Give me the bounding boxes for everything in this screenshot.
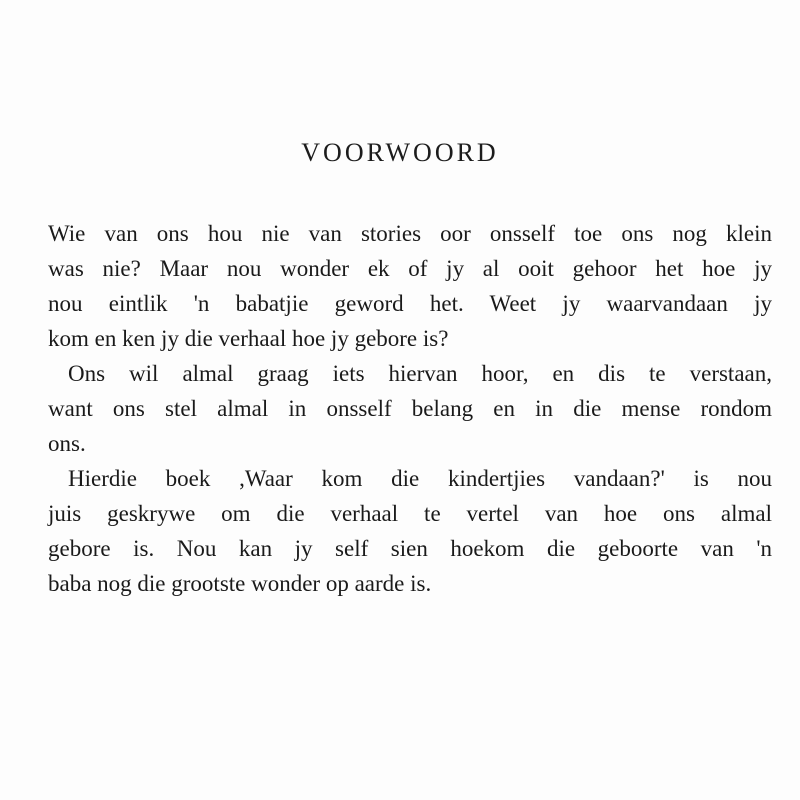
text-line: ons.	[48, 431, 86, 456]
text-line: was nie? Maar nou wonder ek of jy al ooit gehoor het hoe jy	[48, 256, 772, 281]
text-line: gebore is. Nou kan jy self sien hoekom die geboorte van 'n	[48, 536, 772, 561]
text-line: baba nog die grootste wonder op aarde is.	[48, 571, 432, 596]
paragraph-1	[48, 216, 772, 356]
paragraph-3	[48, 461, 772, 601]
paragraph-2	[48, 356, 772, 461]
foreword-text	[48, 216, 772, 601]
text-line: nou eintlik 'n babatjie geword het. Weet jy waarvandaan jy	[48, 291, 772, 316]
text-line: Wie van ons hou nie van stories oor onsself toe ons nog klein	[48, 221, 772, 246]
page-title: VOORWOORD	[301, 138, 499, 167]
text-line: Hierdie boek ,Waar kom die kindertjies vandaan?' is nou	[68, 466, 772, 491]
text-line: want ons stel almal in onsself belang en in die mense rondom	[48, 396, 772, 421]
text-line: kom en ken jy die verhaal hoe jy gebore is?	[48, 326, 449, 351]
text-line: juis geskrywe om die verhaal te vertel van hoe ons almal	[48, 501, 772, 526]
text-line: Ons wil almal graag iets hiervan hoor, en dis te verstaan,	[68, 361, 772, 386]
